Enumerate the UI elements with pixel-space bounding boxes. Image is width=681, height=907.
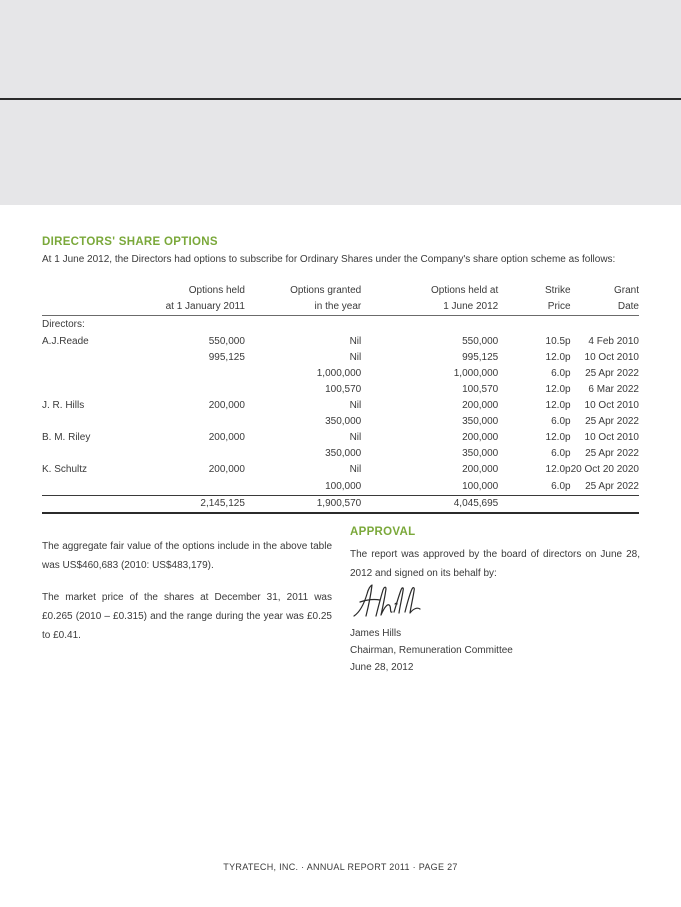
totals-row (42, 496, 639, 514)
strike-price-cell: 6.0p (551, 448, 571, 459)
options-held-at-cell: 100,000 (361, 478, 498, 496)
options-held-cell (151, 382, 245, 398)
grant-date-cell: 10 Oct 2010 (584, 352, 639, 363)
table-row (42, 366, 639, 382)
table-row (42, 430, 639, 446)
options-held-cell (151, 446, 245, 462)
options-granted-cell: Nil (349, 464, 362, 475)
directors-label-row (42, 316, 639, 335)
col-subheader-strike: Price (498, 299, 570, 316)
director-name (42, 366, 151, 382)
col-header-name (42, 283, 151, 299)
col-header-options-granted: Options granted (290, 285, 362, 296)
signatory-role: Chairman, Remuneration Committee (350, 645, 513, 656)
strike-price-cell: 12.0p (545, 432, 571, 443)
table-header-row (42, 283, 639, 299)
table-row (42, 382, 639, 398)
options-held-cell: 995,125 (208, 352, 245, 363)
intro-text: At 1 June 2012, the Directors had options to subscribe for Ordinary Shares under the Company's share option scheme as follows: (42, 254, 616, 265)
strike-price-cell: 12.0p (545, 400, 571, 411)
table-row (42, 350, 639, 366)
director-name: A.J.Reade (42, 336, 89, 347)
director-name: J. R. Hills (42, 400, 85, 411)
director-name (42, 478, 151, 496)
header-divider (0, 98, 681, 100)
director-name (42, 414, 151, 430)
grant-date-cell: 20 Oct 20 2020 (570, 464, 639, 475)
total-strike-cell (498, 496, 570, 514)
grant-date-cell: 25 Apr 2022 (571, 478, 639, 496)
table-row (42, 446, 639, 462)
table-row (42, 334, 639, 350)
strike-price-cell: 12.0p (545, 352, 571, 363)
options-granted-cell: Nil (349, 400, 362, 411)
signatory-date: June 28, 2012 (350, 662, 414, 673)
options-held-at-cell: 1,000,000 (453, 368, 499, 379)
col-subheader-name (42, 299, 151, 316)
grant-date-cell: 25 Apr 2022 (585, 416, 639, 427)
market-price-note: The market price of the shares at December 31, 2011 was £0.265 (2010 – £0.315) and the range during the year was £0.25 to £0.41. (42, 592, 332, 641)
col-subheader-options-granted: in the year (245, 299, 361, 316)
share-options-table (42, 283, 639, 514)
options-held-at-cell: 995,125 (462, 352, 499, 363)
grant-date-cell: 10 Oct 2010 (584, 432, 639, 443)
options-granted-cell: 1,000,000 (316, 368, 362, 379)
director-name (42, 446, 151, 462)
strike-price-cell: 12.0p (545, 464, 571, 475)
options-held-cell (151, 366, 245, 382)
options-held-at-cell: 200,000 (462, 432, 499, 443)
options-granted-cell: Nil (349, 432, 362, 443)
options-held-cell: 550,000 (208, 336, 245, 347)
col-subheader-options-held-at: 1 June 2012 (361, 299, 498, 316)
options-held-cell (151, 414, 245, 430)
grant-date-cell: 6 Mar 2022 (588, 384, 639, 395)
total-grant-cell (571, 496, 639, 514)
grant-date-cell: 25 Apr 2022 (585, 448, 639, 459)
options-granted-cell: 100,570 (325, 384, 362, 395)
approval-text: The report was approved by the board of directors on June 28, 2012 and signed on its behalf by: (350, 549, 640, 579)
options-held-cell: 200,000 (208, 432, 245, 443)
director-name (42, 350, 151, 366)
director-name: B. M. Riley (42, 432, 91, 443)
options-granted-cell: Nil (349, 352, 362, 363)
options-held-at-cell: 100,570 (462, 384, 499, 395)
table-row (42, 462, 639, 478)
section-title: DIRECTORS' SHARE OPTIONS (42, 236, 218, 248)
options-held-at-cell: 550,000 (462, 336, 499, 347)
totals-label-cell (42, 496, 151, 514)
director-name (42, 382, 151, 398)
approval-title: APPROVAL (350, 526, 416, 538)
page-footer: TYRATECH, INC. · ANNUAL REPORT 2011 · PAGE 27 (223, 862, 458, 872)
total-options-granted: 1,900,570 (245, 496, 361, 514)
grant-date-cell: 10 Oct 2010 (584, 400, 639, 411)
strike-price-cell: 6.0p (551, 368, 571, 379)
col-header-options-held: Options held (188, 285, 245, 296)
table-header-row-2 (42, 299, 639, 316)
header-band (0, 0, 681, 205)
directors-label: Directors: (42, 319, 85, 330)
grant-date-cell: 4 Feb 2010 (588, 336, 639, 347)
table-row (42, 398, 639, 414)
col-header-options-held-at: Options held at (430, 285, 499, 296)
col-header-strike: Strike (545, 285, 571, 296)
options-granted-cell: 350,000 (325, 448, 362, 459)
grant-date-cell: 25 Apr 2022 (585, 368, 639, 379)
col-header-grant: Grant (613, 285, 639, 296)
options-held-cell (151, 478, 245, 496)
options-granted-cell: 100,000 (245, 478, 361, 496)
col-subheader-grant: Date (571, 299, 639, 316)
table-row (42, 414, 639, 430)
options-granted-cell: Nil (349, 336, 362, 347)
options-held-at-cell: 200,000 (462, 400, 499, 411)
col-subheader-options-held: at 1 January 2011 (151, 299, 245, 316)
total-options-held: 2,145,125 (151, 496, 245, 514)
strike-price-cell: 10.5p (545, 336, 571, 347)
total-options-held-at: 4,045,695 (361, 496, 498, 514)
table-row (42, 478, 639, 496)
options-held-at-cell: 350,000 (462, 416, 499, 427)
strike-price-cell: 6.0p (498, 478, 570, 496)
signatory-name: James Hills (350, 628, 402, 639)
options-held-cell: 200,000 (208, 464, 245, 475)
notes-column (42, 537, 332, 658)
strike-price-cell: 12.0p (545, 384, 571, 395)
options-held-at-cell: 200,000 (462, 464, 499, 475)
options-held-cell: 200,000 (208, 400, 245, 411)
director-name: K. Schultz (42, 464, 88, 475)
signature-image (350, 582, 430, 622)
options-held-at-cell: 350,000 (462, 448, 499, 459)
signatory-block (350, 625, 640, 676)
fair-value-note: The aggregate fair value of the options include in the above table was US$460,683 (2010: US$483,179). (42, 541, 332, 571)
options-granted-cell: 350,000 (325, 416, 362, 427)
strike-price-cell: 6.0p (551, 416, 571, 427)
